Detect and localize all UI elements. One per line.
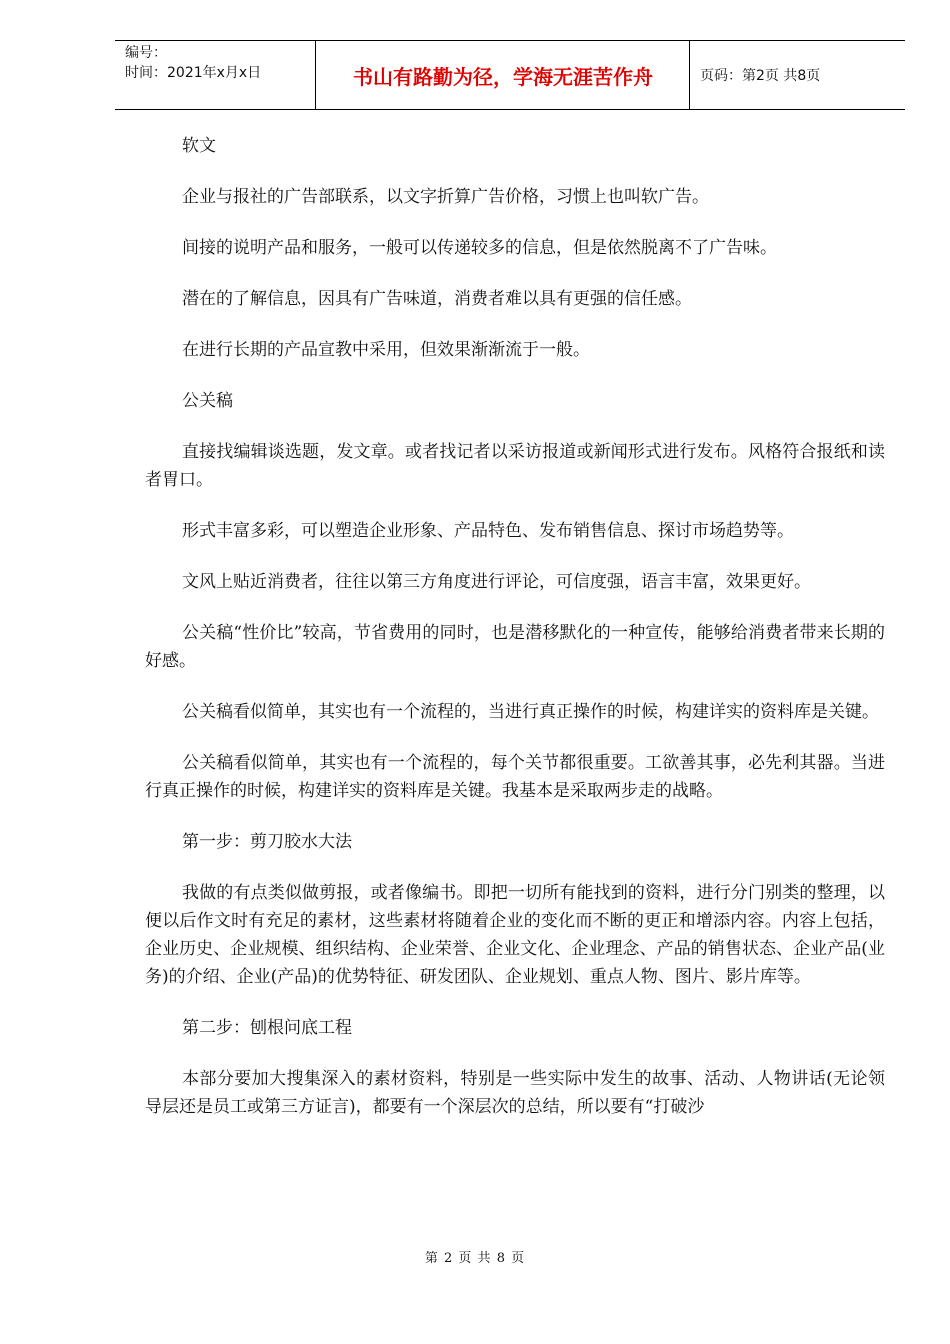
paragraph: 公关稿 bbox=[182, 391, 233, 411]
paragraph: 直接找编辑谈选题，发文章。或者找记者以采访报道或新闻形式进行发布。风格符合报纸和读者胃口。 bbox=[145, 442, 885, 490]
number-label: 编号： bbox=[125, 45, 167, 61]
header-meta bbox=[125, 43, 315, 83]
header-divider bbox=[315, 41, 316, 109]
header-motto: 书山有路勤为径，学海无涯苦作舟 bbox=[353, 64, 653, 89]
paragraph: 企业与报社的广告部联系，以文字折算广告价格，习惯上也叫软广告。 bbox=[182, 187, 709, 207]
time-label: 时间：2021年x月x日 bbox=[125, 65, 262, 81]
paragraph: 第一步：剪刀胶水大法 bbox=[182, 832, 352, 852]
page-indicator: 页码：第2页 共8页 bbox=[700, 68, 821, 84]
paragraph: 在进行长期的产品宣教中采用，但效果渐渐流于一般。 bbox=[182, 340, 590, 360]
paragraph: 软文 bbox=[182, 136, 216, 156]
paragraph: 文风上贴近消费者，往往以第三方角度进行评论，可信度强，语言丰富，效果更好。 bbox=[182, 572, 811, 592]
paragraph: 本部分要加大搜集深入的素材资料，特别是一些实际中发生的故事、活动、人物讲话(无论领导层还是员工或第三方证言)，都要有一个深层次的总结，所以要有“打破沙 bbox=[145, 1069, 885, 1117]
paragraph: 公关稿“性价比”较高，节省费用的同时，也是潜移默化的一种宣传，能够给消费者带来长期的好感。 bbox=[145, 623, 885, 671]
document-body bbox=[145, 132, 885, 1144]
header-divider bbox=[689, 41, 690, 109]
paragraph: 间接的说明产品和服务，一般可以传递较多的信息，但是依然脱离不了广告味。 bbox=[182, 238, 777, 258]
paragraph: 潜在的了解信息，因具有广告味道，消费者难以具有更强的信任感。 bbox=[182, 289, 692, 309]
paragraph: 我做的有点类似做剪报，或者像编书。即把一切所有能找到的资料，进行分门别类的整理，以便以后作文时有充足的素材，这些素材将随着企业的变化而不断的更正和增添内容。内容上包括，企业历史、企业规模、组织结构、企业荣誉、企业文化、企业理念、产品的销售状态、企业产品(业务)的介绍、企业(产品)的优势特征、研发团队、企业规划、重点人物、图片、影片库等。 bbox=[145, 883, 885, 987]
page-header bbox=[115, 40, 905, 110]
page-footer: 第 2 页 共 8 页 bbox=[424, 1251, 526, 1266]
paragraph: 公关稿看似简单，其实也有一个流程的，每个关节都很重要。工欲善其事，必先利其器。当进行真正操作的时候，构建详实的资料库是关键。我基本是采取两步走的战略。 bbox=[145, 753, 885, 801]
paragraph: 公关稿看似简单，其实也有一个流程的，当进行真正操作的时候，构建详实的资料库是关键。 bbox=[182, 702, 879, 722]
paragraph: 第二步：刨根问底工程 bbox=[182, 1018, 352, 1038]
paragraph: 形式丰富多彩，可以塑造企业形象、产品特色、发布销售信息、探讨市场趋势等。 bbox=[182, 521, 794, 541]
